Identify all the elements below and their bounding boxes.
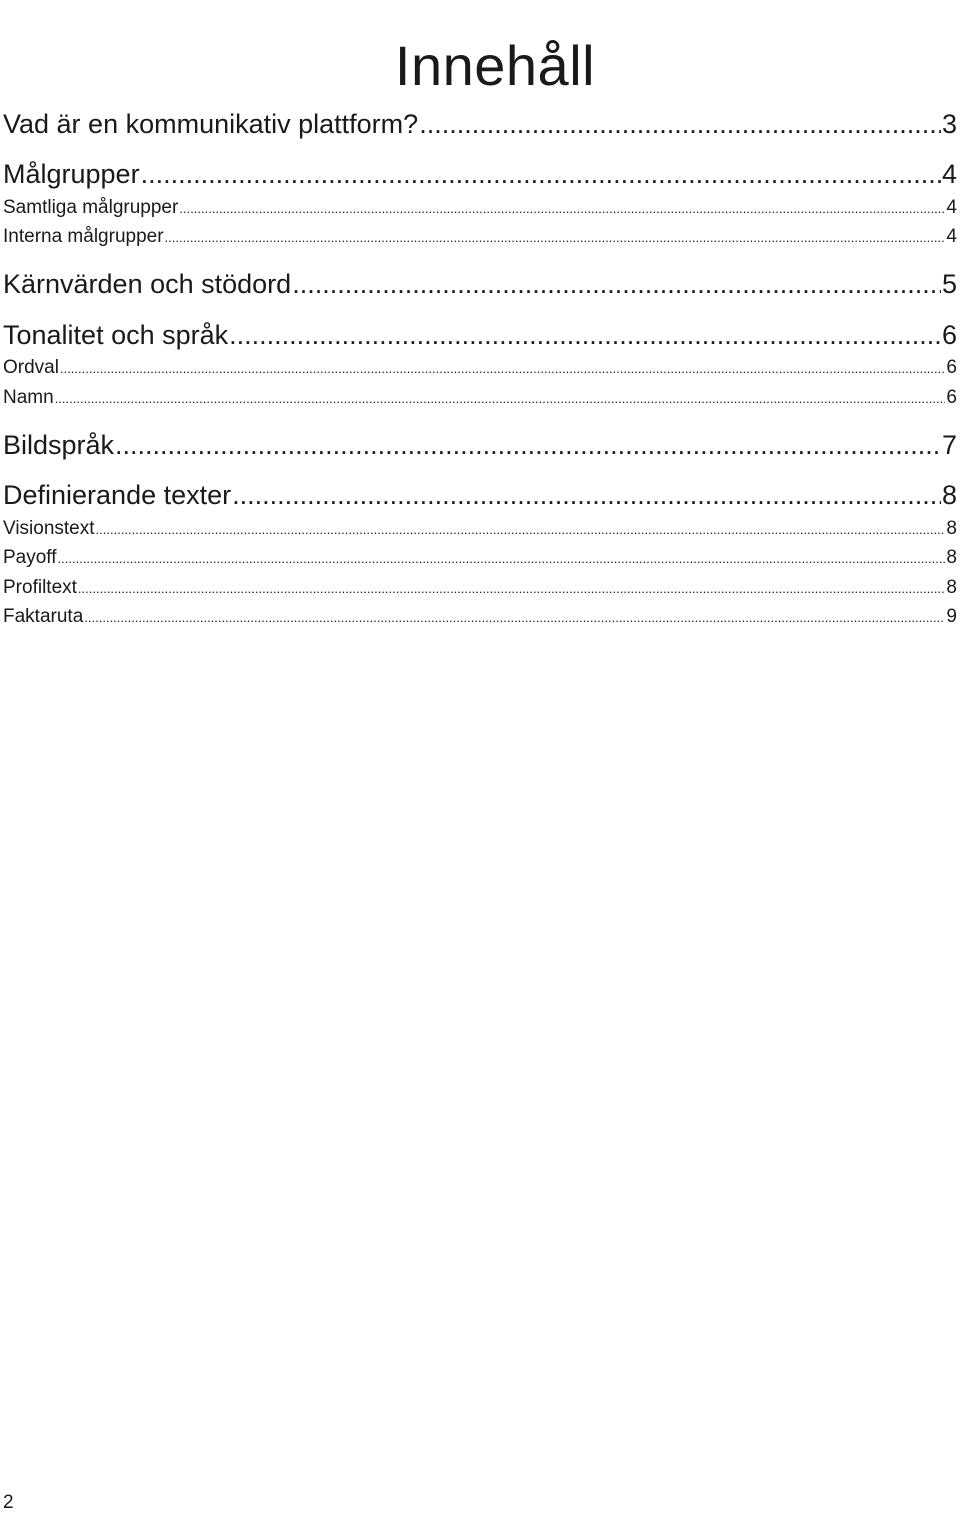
toc-entry[interactable] [3, 158, 957, 190]
toc-subentry[interactable] [3, 196, 957, 221]
toc-subentry[interactable] [3, 386, 957, 411]
toc-entry-label: Målgrupper [3, 159, 140, 189]
toc-entry[interactable] [3, 479, 957, 511]
toc-dot-leader [419, 108, 941, 140]
toc-subentry-page: 4 [946, 197, 957, 218]
toc-subentry-page: 8 [946, 577, 957, 598]
page-title: Innehåll [394, 33, 596, 97]
toc-dot-leader [232, 479, 941, 511]
toc-dot-leader [229, 319, 941, 351]
toc-subentry-page: 8 [946, 518, 957, 539]
toc-dot-leader [60, 356, 945, 381]
toc-dot-leader [96, 517, 946, 542]
toc-subentry-label: Visionstext [3, 518, 95, 539]
toc-subentry-page: 4 [946, 226, 957, 247]
toc-dot-leader [84, 605, 945, 630]
toc-entry[interactable] [3, 268, 957, 300]
toc-entry-page: 4 [941, 159, 957, 189]
toc-subentry-label: Faktaruta [3, 606, 84, 627]
toc-subentry-page: 6 [946, 387, 957, 408]
toc-subentry-label: Namn [3, 387, 54, 408]
toc-entry-page: 6 [941, 320, 957, 350]
toc-subentry-label: Samtliga målgrupper [3, 197, 179, 218]
toc-entry-page: 3 [941, 109, 957, 139]
toc-entry[interactable] [3, 319, 957, 351]
toc-entry-label: Definierande texter [3, 480, 232, 510]
toc-entry-label: Bildspråk [3, 430, 115, 460]
toc-subentry-page: 9 [946, 606, 957, 627]
toc-subentry[interactable] [3, 546, 957, 571]
toc-subentry-page: 8 [946, 547, 957, 568]
toc-entry-label: Kärnvärden och stödord [3, 269, 292, 299]
toc-dot-leader [165, 225, 946, 250]
toc-entry-page: 7 [941, 430, 957, 460]
toc-dot-leader [78, 576, 946, 601]
toc-dot-leader [141, 158, 941, 190]
toc-dot-leader [58, 546, 946, 571]
toc-entry[interactable] [3, 429, 957, 461]
toc-dot-leader [115, 429, 941, 461]
toc-entry[interactable] [3, 108, 957, 140]
toc-subentry[interactable] [3, 517, 957, 542]
toc-subentry[interactable] [3, 225, 957, 250]
toc-subentry-label: Interna målgrupper [3, 226, 164, 247]
page-number: 2 [3, 1492, 14, 1513]
toc-subentry[interactable] [3, 605, 957, 630]
toc-subentry[interactable] [3, 356, 957, 381]
toc-dot-leader [179, 196, 945, 221]
toc-entry-page: 5 [941, 269, 957, 299]
toc-dot-leader [292, 268, 941, 300]
toc-subentry-label: Payoff [3, 547, 57, 568]
toc-subentry-label: Profiltext [3, 577, 77, 598]
toc-entry-page: 8 [941, 480, 957, 510]
toc-entry-label: Tonalitet och språk [3, 320, 229, 350]
toc-subentry-page: 6 [946, 357, 957, 378]
toc-dot-leader [55, 386, 946, 411]
toc-subentry-label: Ordval [3, 357, 59, 378]
toc-subentry[interactable] [3, 576, 957, 601]
toc-entry-label: Vad är en kommunikativ plattform? [3, 109, 419, 139]
